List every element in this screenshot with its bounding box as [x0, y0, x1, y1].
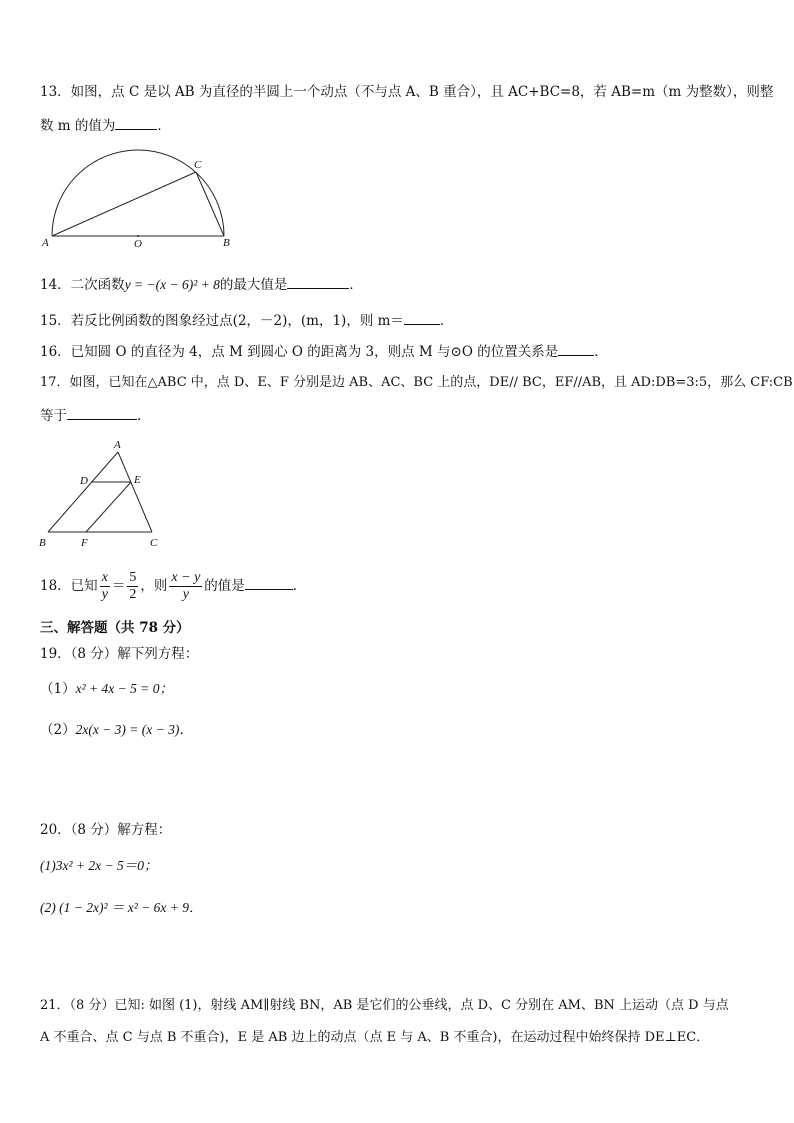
chord-ac [52, 172, 196, 236]
q15-end: ． [439, 313, 454, 329]
q15-line [40, 310, 453, 331]
q17-line1: 17．如图，已知在△ABC 中，点 D、E、F 分别是边 AB、AC、BC 上的点，DE// BC，EF//AB，且 AD:DB=3:5，那么 CF:CB [40, 375, 793, 390]
label-o: O [134, 238, 142, 250]
q18-equals: ＝ [111, 578, 126, 594]
q21-line2: A 不重合、点 C 与点 B 不重合)，E 是 AB 边上的动点（点 E 与 A、B 不重合)，在运动过程中始终保持 DE⊥EC． [40, 1030, 710, 1045]
q14-suffix: 的最大值是 [219, 277, 288, 293]
q13-line2-text: 数 m 的值为 [40, 118, 116, 134]
q19-equation1: x² + 4x − 5 = 0； [75, 681, 173, 696]
semicircle-figure [36, 140, 246, 250]
q13-line1: 13．如图，点 C 是以 AB 为直径的半圆上一个动点（不与点 A、B 重合），且 AC+BC=8，若 AB=m（m 为整数），则整 [40, 84, 774, 100]
q14-formula: y = −(x − 6)² + 8 [124, 277, 220, 292]
q19-part1: （1）x² + 4x − 5 = 0； [40, 681, 173, 697]
label-a: A [114, 439, 121, 451]
q17-line2 [40, 405, 141, 426]
label-a: A [42, 237, 49, 249]
q17-end: . [137, 408, 142, 424]
q19-title: 19．（8 分）解下列方程： [40, 646, 199, 662]
q20-title: 20．（8 分）解方程： [40, 822, 172, 838]
q16-line [40, 341, 608, 362]
q15-text: 15．若反比例函数的图象经过点(2，－2)，(m，1)，则 m＝ [40, 313, 404, 329]
q13-line2 [40, 115, 171, 136]
q13-end: ． [157, 118, 171, 134]
section-heading: 三、解答题（共 78 分） [40, 620, 190, 636]
segment-ef [86, 482, 131, 532]
q18-line [40, 566, 306, 606]
q18-mid: ，则 [140, 578, 168, 594]
center-point [137, 235, 139, 237]
q18-prefix: 18．已知 [40, 578, 98, 594]
answer-blank [404, 310, 440, 325]
q20-part1: (1)3x² + 2x − 5＝0； [40, 858, 158, 873]
label-f: F [81, 537, 88, 549]
label-d: D [80, 475, 88, 487]
q19-part2: （2）2x(x − 3) = (x − 3)． [40, 722, 193, 738]
label-b: B [223, 237, 230, 249]
answer-blank [287, 274, 349, 289]
q18-end: ． [292, 578, 307, 594]
q17-line2-text: 等于 [40, 408, 67, 424]
fraction-5-over-2: $\frac{5}{2}$ [129, 570, 137, 602]
label-c: C [194, 159, 202, 171]
q20-part2: (2) (1 − 2x)² ＝ x² − 6x + 9． [40, 900, 203, 915]
triangle-figure [36, 436, 176, 552]
side-ac [118, 452, 152, 532]
chord-bc [196, 172, 224, 236]
label-b: B [39, 537, 46, 549]
q19-equation2: 2x(x − 3) = (x − 3)． [75, 722, 193, 737]
label-e: E [134, 474, 141, 486]
q18-suffix: 的值是 [204, 578, 245, 594]
answer-blank [558, 341, 594, 356]
q16-text: 16．已知圆 O 的直径为 4，点 M 到圆心 O 的距离为 3，则点 M 与⊙O 的位置关系是 [40, 344, 559, 360]
label-c: C [150, 537, 158, 549]
fraction-x-over-y: $\frac{x}{y}$ [101, 570, 108, 602]
q14-end: ． [349, 277, 363, 293]
answer-blank [115, 115, 157, 130]
answer-blank [67, 405, 137, 420]
fraction-x-minus-y-over-y: $\frac{x - y}{y}$ [171, 570, 201, 602]
q21-line1: 21．（8 分）已知: 如图 (1)，射线 AM∥射线 BN，AB 是它们的公垂线，点 D、C 分别在 AM、BN 上运动（点 D 与点 [40, 998, 729, 1013]
side-ab [48, 452, 118, 532]
answer-blank [245, 575, 293, 590]
q16-end: ． [594, 344, 608, 360]
q14-line [40, 274, 363, 295]
q14-prefix: 14．二次函数 [40, 277, 125, 293]
